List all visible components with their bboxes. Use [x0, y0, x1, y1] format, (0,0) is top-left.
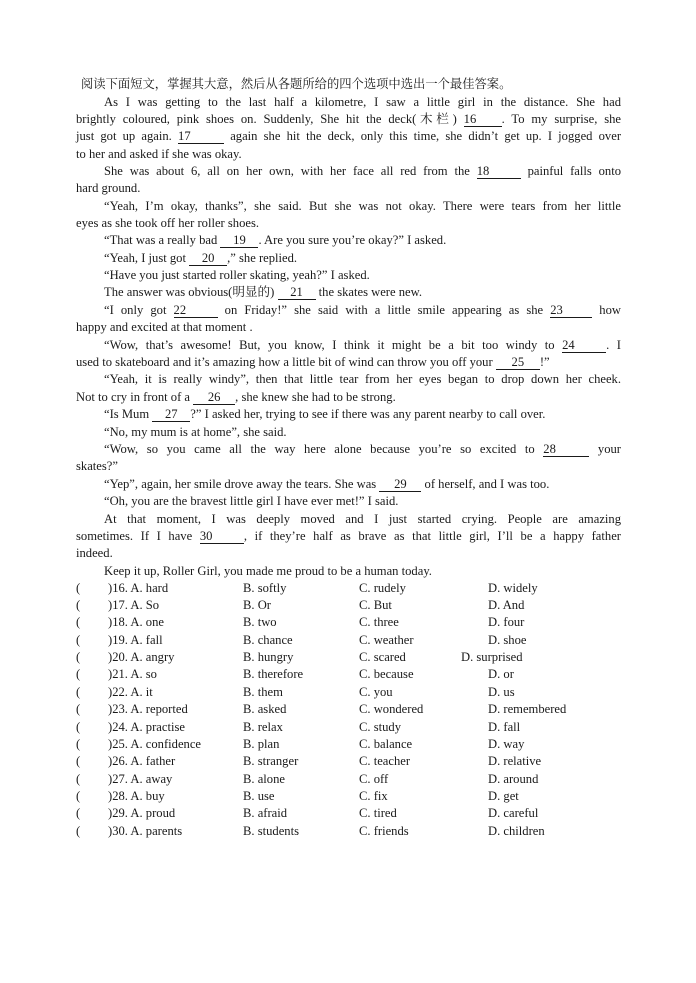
instructions: 阅读下面短文，掌握其大意，然后从各题所给的四个选项中选出一个最佳答案。 — [81, 77, 512, 91]
option-b[interactable]: B. softly — [243, 581, 287, 595]
option-a[interactable]: )16. A. hard — [108, 581, 169, 595]
answer-bracket[interactable]: ( — [76, 789, 81, 803]
option-a[interactable]: )20. A. angry — [108, 650, 175, 664]
option-a[interactable]: )19. A. fall — [108, 633, 163, 647]
passage-line: happy and excited at that moment . — [76, 320, 253, 334]
option-b[interactable]: B. hungry — [243, 650, 294, 664]
question-row — [76, 736, 621, 753]
option-d[interactable]: D. around — [488, 772, 539, 786]
option-a[interactable]: )27. A. away — [108, 772, 173, 786]
option-d[interactable]: D. get — [488, 789, 519, 803]
passage-line: “Yeah, I just got 20 ,” she replied. — [104, 251, 298, 265]
passage-line: to her and asked if she was okay. — [76, 147, 242, 161]
option-d[interactable]: D. relative — [488, 754, 542, 768]
answer-bracket[interactable]: ( — [76, 598, 81, 612]
option-b[interactable]: B. relax — [243, 720, 283, 734]
question-row — [76, 597, 621, 614]
option-b[interactable]: B. therefore — [243, 667, 304, 681]
question-row — [76, 666, 621, 683]
option-a[interactable]: )17. A. So — [108, 598, 160, 612]
answer-bracket[interactable]: ( — [76, 824, 81, 838]
blank-29[interactable]: 29 — [379, 477, 421, 492]
passage-line: “Is Mum 27 ?” I asked her, trying to see if there was any parent nearby to call over. — [104, 407, 546, 421]
question-row — [76, 632, 621, 649]
answer-bracket[interactable]: ( — [76, 772, 81, 786]
answer-bracket[interactable]: ( — [76, 615, 81, 629]
passage-line: eyes as she took off her roller shoes. — [76, 216, 260, 230]
passage-line: “Yeah, it is really windy”, then that little tear from her eyes began to drop down her cheek. — [104, 372, 621, 386]
option-a[interactable]: )29. A. proud — [108, 806, 176, 820]
option-d[interactable]: D. us — [488, 685, 515, 699]
option-d[interactable]: D. careful — [488, 806, 539, 820]
blank-23[interactable]: 23 — [550, 303, 592, 318]
option-c[interactable]: C. tired — [359, 806, 397, 820]
passage-line: indeed. — [76, 546, 113, 560]
question-row — [76, 771, 621, 788]
question-row — [76, 788, 621, 805]
passage-line: “Wow, that’s awesome! But, you know, I think it might be a bit too windy to 24 . I — [104, 338, 621, 352]
option-b[interactable]: B. use — [243, 789, 275, 803]
blank-30[interactable]: 30 — [200, 529, 244, 544]
passage-line: “Yep”, again, her smile drove away the tears. She was 29 of herself, and I was too. — [104, 477, 550, 491]
option-c[interactable]: C. teacher — [359, 754, 411, 768]
passage-line: At that moment, I was deeply moved and I just started crying. People are amazing — [104, 512, 621, 526]
option-a[interactable]: )28. A. buy — [108, 789, 165, 803]
answer-bracket[interactable]: ( — [76, 667, 81, 681]
option-a[interactable]: )18. A. one — [108, 615, 164, 629]
option-b[interactable]: B. Or — [243, 598, 271, 612]
question-row — [76, 614, 621, 631]
blank-20[interactable]: 20 — [189, 251, 227, 266]
option-d[interactable]: D. widely — [488, 581, 538, 595]
option-c[interactable]: C. off — [359, 772, 389, 786]
question-row — [76, 719, 621, 736]
option-a[interactable]: )21. A. so — [108, 667, 157, 681]
answer-bracket[interactable]: ( — [76, 650, 81, 664]
blank-18[interactable]: 18 — [477, 164, 521, 179]
option-c[interactable]: C. friends — [359, 824, 409, 838]
answer-bracket[interactable]: ( — [76, 720, 81, 734]
option-c[interactable]: C. study — [359, 720, 401, 734]
question-row — [76, 753, 621, 770]
blank-21[interactable]: 21 — [278, 285, 316, 300]
blank-19[interactable]: 19 — [220, 233, 258, 248]
passage-line: skates?” — [76, 459, 118, 473]
passage-line: “No, my mum is at home”, she said. — [104, 425, 287, 439]
option-a[interactable]: )25. A. confidence — [108, 737, 202, 751]
passage-line: sometimes. If I have 30 , if they’re half as brave as that little girl, I’ll be a happy father — [76, 529, 621, 543]
option-b[interactable]: B. them — [243, 685, 283, 699]
answer-bracket[interactable]: ( — [76, 581, 81, 595]
blank-25[interactable]: 25 — [496, 355, 540, 370]
blank-28[interactable]: 28 — [543, 442, 589, 457]
passage-line: “Have you just started roller skating, yeah?” I asked. — [104, 268, 370, 282]
option-a[interactable]: )22. A. it — [108, 685, 153, 699]
question-row — [76, 580, 621, 597]
option-c[interactable]: C. But — [359, 598, 392, 612]
option-a[interactable]: )23. A. reported — [108, 702, 188, 716]
option-c[interactable]: C. balance — [359, 737, 413, 751]
passage-line: hard ground. — [76, 181, 141, 195]
option-d[interactable]: D. fall — [488, 720, 521, 734]
passage-line: “Oh, you are the bravest little girl I have ever met!” I said. — [104, 494, 399, 508]
blank-16[interactable]: 16 — [464, 112, 502, 127]
passage-line: just got up again. 17 again she hit the deck, only this time, she didn’t get up. I jogged over — [76, 129, 622, 143]
question-row — [76, 649, 621, 666]
blank-27[interactable]: 27 — [152, 407, 190, 422]
answer-bracket[interactable]: ( — [76, 685, 81, 699]
option-a[interactable]: )30. A. parents — [108, 824, 183, 838]
option-d[interactable]: D. surprised — [461, 650, 523, 664]
option-c[interactable]: C. scared — [359, 650, 406, 664]
passage-line: Not to cry in front of a 26 , she knew she had to be strong. — [76, 390, 396, 404]
passage-line: “Wow, so you came all the way here alone because you’re so excited to 28 your — [104, 442, 621, 456]
blank-17[interactable]: 17 — [178, 129, 224, 144]
passage-line: She was about 6, all on her own, with her face all red from the 18 painful falls onto — [104, 164, 622, 178]
option-c[interactable]: C. wondered — [359, 702, 424, 716]
passage-line: As I was getting to the last half a kilometre, I saw a little girl in the distance. She had — [104, 95, 621, 109]
passage-line: used to skateboard and it’s amazing how a little bit of wind can throw you off your 25 !” — [76, 355, 550, 369]
answer-bracket[interactable]: ( — [76, 737, 81, 751]
option-b[interactable]: B. stranger — [243, 754, 299, 768]
option-b[interactable]: B. students — [243, 824, 299, 838]
option-a[interactable]: )24. A. practise — [108, 720, 185, 734]
question-row — [76, 823, 621, 840]
option-d[interactable]: D. shoe — [488, 633, 527, 647]
option-d[interactable]: D. four — [488, 615, 525, 629]
option-c[interactable]: C. because — [359, 667, 414, 681]
passage-line: The answer was obvious(明显的) 21 the skates were new. — [104, 285, 423, 299]
question-row — [76, 805, 621, 822]
option-c[interactable]: C. fix — [359, 789, 388, 803]
option-c[interactable]: C. weather — [359, 633, 414, 647]
option-b[interactable]: B. two — [243, 615, 277, 629]
option-d[interactable]: D. way — [488, 737, 525, 751]
option-d[interactable]: D. remembered — [488, 702, 567, 716]
option-c[interactable]: C. rudely — [359, 581, 406, 595]
answer-bracket[interactable]: ( — [76, 702, 81, 716]
option-b[interactable]: B. alone — [243, 772, 285, 786]
option-a[interactable]: )26. A. father — [108, 754, 176, 768]
passage-line: “That was a really bad 19 . Are you sure you’re okay?” I asked. — [104, 233, 447, 247]
passage-line: Keep it up, Roller Girl, you made me proud to be a human today. — [104, 564, 432, 578]
option-d[interactable]: D. children — [488, 824, 545, 838]
option-d[interactable]: D. And — [488, 598, 525, 612]
blank-24[interactable]: 24 — [562, 338, 606, 353]
passage-line: “Yeah, I’m okay, thanks”, she said. But she was not okay. There were tears from her little — [104, 199, 621, 213]
question-row — [76, 701, 621, 718]
option-b[interactable]: B. plan — [243, 737, 280, 751]
answer-bracket[interactable]: ( — [76, 754, 81, 768]
answer-bracket[interactable]: ( — [76, 806, 81, 820]
question-row — [76, 684, 621, 701]
option-c[interactable]: C. you — [359, 685, 393, 699]
answer-bracket[interactable]: ( — [76, 633, 81, 647]
passage-line: brightly coloured, pink shoes on. Suddenly, She hit the deck(木栏) 16 . To my surprise, she — [76, 112, 621, 126]
option-c[interactable]: C. three — [359, 615, 399, 629]
option-d[interactable]: D. or — [488, 667, 514, 681]
blank-22[interactable]: 22 — [174, 303, 218, 318]
option-b[interactable]: B. chance — [243, 633, 293, 647]
blank-26[interactable]: 26 — [193, 390, 235, 405]
option-b[interactable]: B. asked — [243, 702, 287, 716]
option-b[interactable]: B. afraid — [243, 806, 288, 820]
passage-line: “I only got 22 on Friday!” she said with a little smile appearing as she 23 how — [104, 303, 621, 317]
